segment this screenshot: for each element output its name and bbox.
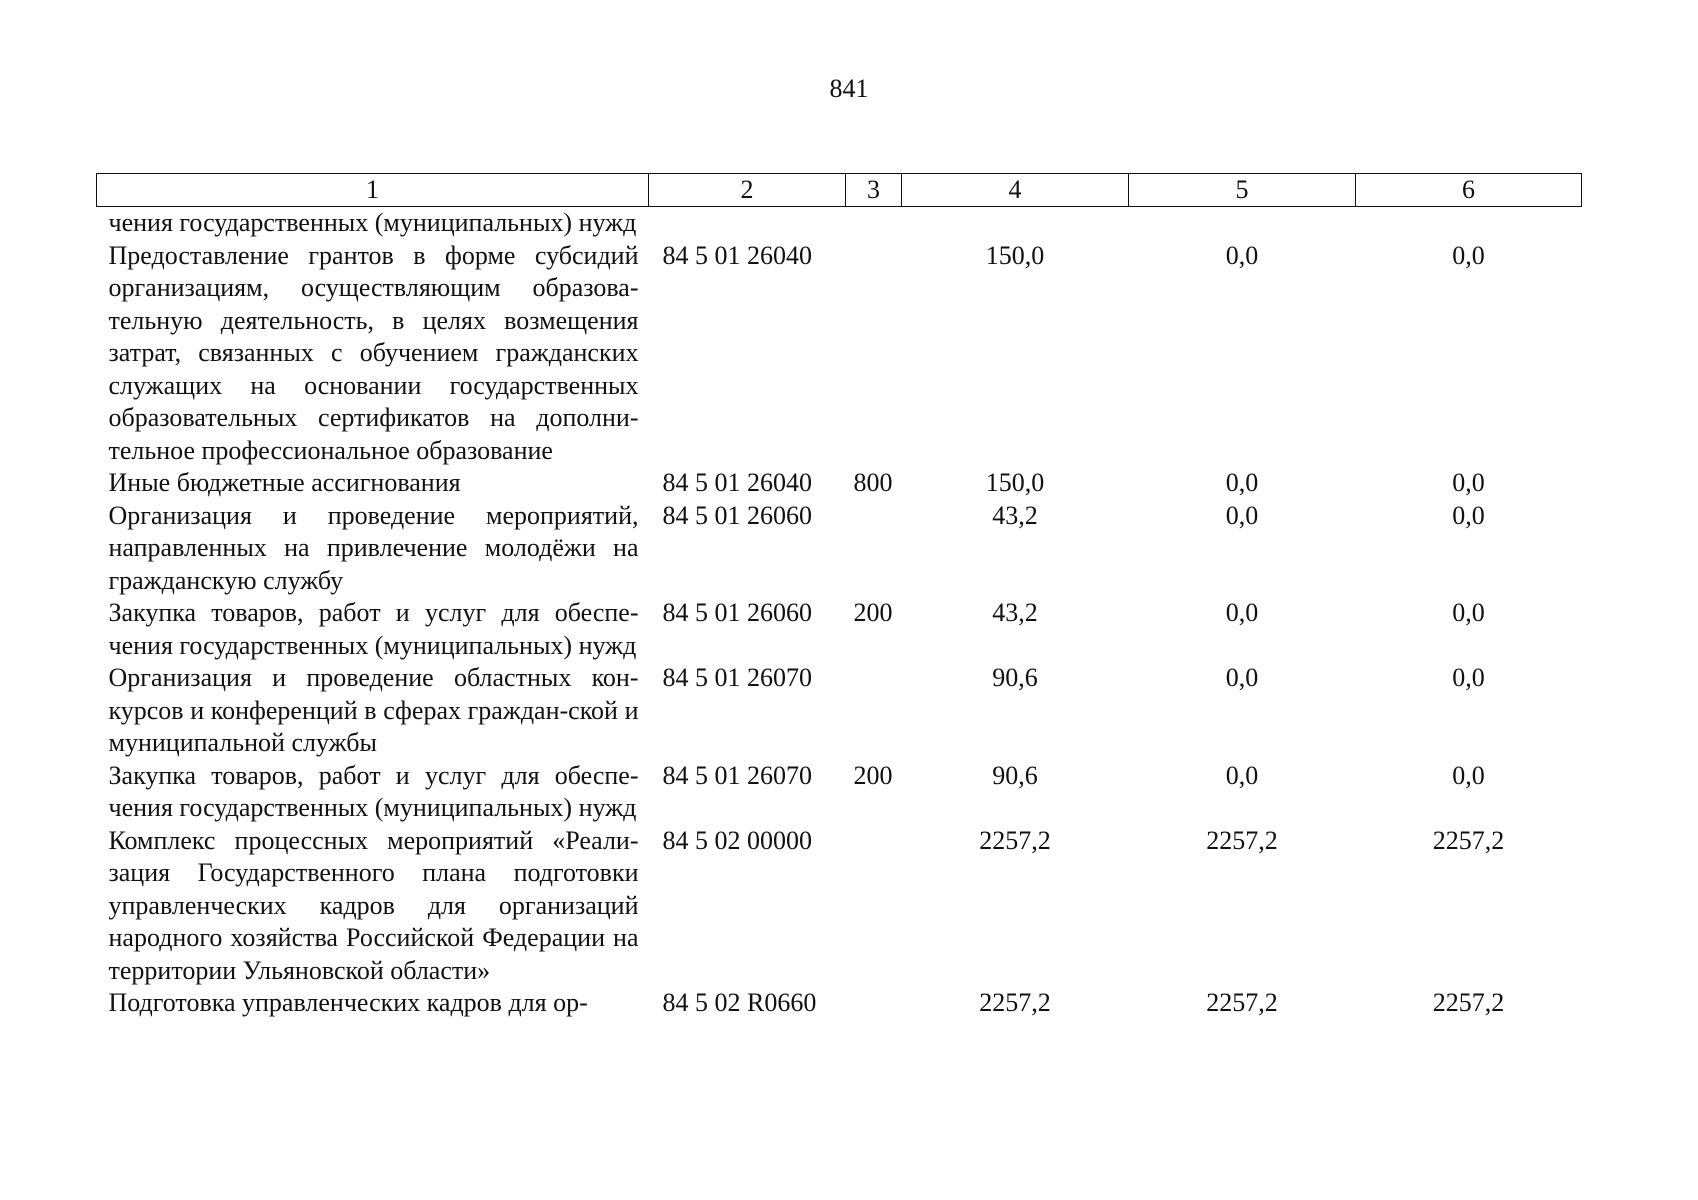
page-number: 841: [829, 74, 869, 103]
cell-expense-type: 800: [853, 468, 893, 497]
cell-amount-col5: 0,0: [1225, 500, 1259, 530]
cell-target-code: 84 5 01 26060: [662, 500, 812, 530]
cell-amount-col6: 0,0: [1452, 598, 1485, 627]
cell-expense-type: 200: [853, 760, 893, 790]
table-row: [97, 500, 1582, 598]
cell-expense-type: [846, 825, 902, 988]
cell-amount-col4: 150,0: [985, 240, 1045, 270]
cell-expense-type: [846, 987, 902, 1020]
cell-name: Закупка товаров, работ и услуг для обеспе-чения государственных (муниципальных) нужд: [108, 598, 639, 660]
cell-expense-type: [846, 662, 902, 760]
cell-amount-col4: 90,6: [992, 663, 1038, 692]
cell-target-code: 84 5 01 26060: [662, 598, 812, 627]
table-row: [97, 240, 1582, 468]
cell-amount-col5: 0,0: [1225, 760, 1259, 790]
cell-amount-col4: 43,2: [992, 500, 1038, 530]
cell-amount-col6: 0,0: [1452, 663, 1485, 692]
cell-name: Иные бюджетные ассигнования: [108, 468, 461, 497]
table-row: [97, 597, 1582, 662]
cell-amount-col4: [902, 207, 1129, 240]
cell-name: Организация и проведение мероприятий, направленных на привлечение молодёжи на гражданскую службу: [108, 500, 639, 595]
cell-amount-col4: 2257,2: [979, 988, 1051, 1017]
header-col-2: 2: [649, 174, 846, 207]
header-col-3: 3: [846, 174, 902, 207]
cell-amount-col5: 2257,2: [1206, 988, 1278, 1017]
cell-amount-col4: 2257,2: [979, 825, 1051, 855]
cell-target-code: 84 5 02 R0660: [662, 988, 817, 1017]
budget-table: [96, 173, 1582, 1020]
cell-amount-col5: 2257,2: [1206, 825, 1278, 855]
header-col-4: 4: [902, 174, 1129, 207]
cell-name: чения государственных (муниципальных) нужд: [108, 208, 637, 237]
cell-target-code: 84 5 02 00000: [662, 825, 812, 855]
header-row: [97, 174, 1582, 207]
cell-amount-col5: 0,0: [1225, 468, 1259, 497]
cell-amount-col6: 2257,2: [1432, 988, 1505, 1017]
table-row: [97, 467, 1582, 500]
cell-amount-col5: [1129, 207, 1356, 240]
table-header: [97, 174, 1582, 207]
cell-target-code: 84 5 01 26040: [662, 240, 812, 270]
cell-name: Предоставление грантов в форме субсидий организациям, осуществляющим образова-тельную деятельность, в целях возмещения затрат, связанных с обучением гражданских служащих на основании государственных образовательных сертификатов на дополни-тельное профессиональное образование: [108, 240, 639, 465]
cell-amount-col6: 0,0: [1452, 760, 1485, 790]
cell-expense-type: [846, 240, 902, 468]
cell-expense-type: [846, 207, 902, 240]
cell-amount-col6: 0,0: [1452, 468, 1485, 497]
cell-amount-col6: [1356, 207, 1582, 240]
cell-amount-col5: 0,0: [1225, 663, 1259, 692]
cell-target-code: 84 5 01 26070: [662, 760, 812, 790]
cell-target-code: [649, 207, 846, 240]
cell-amount-col4: 43,2: [992, 598, 1038, 627]
cell-name: Организация и проведение областных кон-курсов и конференций в сферах граждан-ской и муниципальной службы: [108, 663, 639, 757]
cell-amount-col6: 0,0: [1452, 240, 1485, 270]
cell-target-code: 84 5 01 26070: [662, 663, 812, 692]
cell-name: Комплекс процессных мероприятий «Реали-зация Государственного плана подготовки управленческих кадров для организаций народного хозяйства Российской Федерации на территории Ульяновской области»: [108, 825, 639, 985]
cell-amount-col4: 90,6: [992, 760, 1038, 790]
cell-amount-col6: 0,0: [1452, 500, 1485, 530]
table-row: [97, 207, 1582, 240]
cell-amount-col4: 150,0: [985, 468, 1045, 497]
cell-amount-col5: 0,0: [1225, 240, 1259, 270]
cell-expense-type: [846, 500, 902, 598]
table-row: [97, 987, 1582, 1020]
cell-name: Закупка товаров, работ и услуг для обеспе-чения государственных (муниципальных) нужд: [108, 760, 639, 822]
table-row: [97, 760, 1582, 825]
cell-amount-col6: 2257,2: [1432, 825, 1505, 855]
cell-amount-col5: 0,0: [1225, 598, 1259, 627]
header-col-6: 6: [1356, 174, 1582, 207]
cell-name: Подготовка управленческих кадров для ор-: [108, 988, 588, 1017]
cell-expense-type: 200: [853, 598, 893, 627]
cell-target-code: 84 5 01 26040: [662, 468, 812, 497]
table-body: [97, 207, 1582, 1020]
table-row: [97, 825, 1582, 988]
header-col-5: 5: [1129, 174, 1356, 207]
table-row: [97, 662, 1582, 760]
header-col-1: 1: [97, 174, 649, 207]
